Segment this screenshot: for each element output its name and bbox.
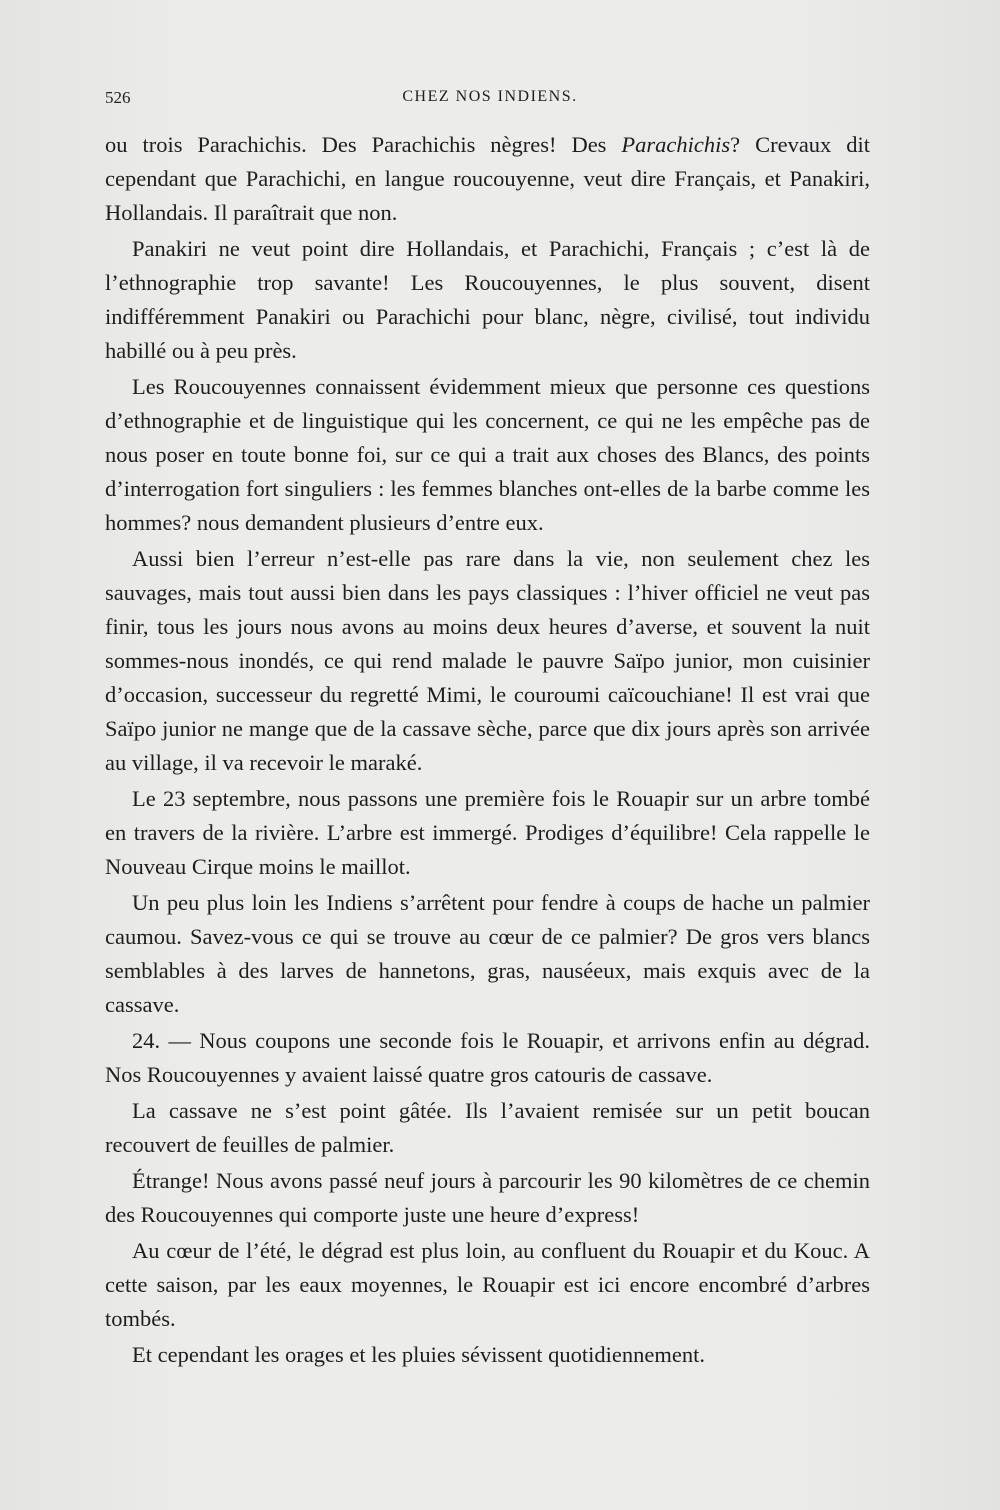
- paragraph-8: La cassave ne s’est point gâtée. Ils l’avaient remisée sur un petit boucan recouvert de feuilles de palmier.: [105, 1098, 870, 1157]
- paragraph-5: Le 23 septembre, nous passons une première fois le Rouapir sur un arbre tombé en travers de la rivière. L’arbre est immergé. Prodiges d’équilibre! Cela rappelle le Nouveau Cirque moins le maillot.: [105, 786, 870, 879]
- body-text: [105, 128, 870, 1372]
- paragraph-7: 24. — Nous coupons une seconde fois le Rouapir, et arrivons enfin au dégrad. Nos Roucouyennes y avaient laissé quatre gros catouris de cassave.: [105, 1028, 870, 1087]
- running-head: [105, 88, 875, 114]
- paragraph-6: Un peu plus loin les Indiens s’arrêtent pour fendre à coups de hache un palmier caumou. Savez-vous ce qui se trouve au cœur de ce palmier? De gros vers blancs semblables à des larves de hannetons, gras, nauséeux, mais exquis avec de la cassave.: [105, 890, 870, 1017]
- page-number: 526: [105, 88, 131, 107]
- paragraph-2: Panakiri ne veut point dire Hollandais, et Parachichi, Français ; c’est là de l’ethnographie trop savante! Les Roucouyennes, le plus souvent, disent indifféremment Panakiri ou Parachichi pour blanc, nègre, civilisé, tout individu habillé ou à peu près.: [105, 236, 870, 363]
- running-title: CHEZ NOS INDIENS.: [402, 88, 578, 105]
- paragraph-10: Au cœur de l’été, le dégrad est plus loin, au confluent du Rouapir et du Kouc. A cette saison, par les eaux moyennes, le Rouapir est ici encore encombré d’arbres tombés.: [105, 1238, 870, 1331]
- paragraph-1-text-b: ? Crevaux dit cependant que Parachichi, en langue roucouyenne, veut dire Français, et Panakiri, Hollandais. Il paraîtrait que non.: [105, 132, 871, 225]
- paragraph-4: Aussi bien l’erreur n’est-elle pas rare dans la vie, non seulement chez les sauvages, mais tout aussi bien dans les pays classiques : l’hiver officiel ne veut pas finir, tous les jours nous avons au moins deux heures d’averse, et souvent la nuit sommes-nous inondés, ce qui rend malade le pauvre Saïpo junior, mon cuisinier d’occasion, successeur du regretté Mimi, le couroumi caïcouchiane! Il est vrai que Saïpo junior ne mange que de la cassave sèche, parce que dix jours après son arrivée au village, il va recevoir le maraké.: [105, 546, 870, 775]
- paragraph-1-text-a: ou trois Parachichis. Des Parachichis nègres! Des: [105, 132, 622, 157]
- paragraph-3: Les Roucouyennes connaissent évidemment mieux que personne ces questions d’ethnographie et de linguistique qui les concernent, ce qui ne les empêche pas de nous poser en toute bonne foi, sur ce qui a trait aux choses des Blancs, des points d’interrogation fort singuliers : les femmes blanches ont-elles de la barbe comme les hommes? nous demandent plusieurs d’entre eux.: [105, 374, 870, 535]
- paragraph-1-italic: Parachichis: [621, 132, 731, 157]
- paragraph-1: [105, 128, 870, 230]
- paragraph-9: Étrange! Nous avons passé neuf jours à parcourir les 90 kilomètres de ce chemin des Roucouyennes qui comporte juste une heure d’express!: [105, 1168, 870, 1227]
- paragraph-11: Et cependant les orages et les pluies sévissent quotidiennement.: [132, 1342, 705, 1367]
